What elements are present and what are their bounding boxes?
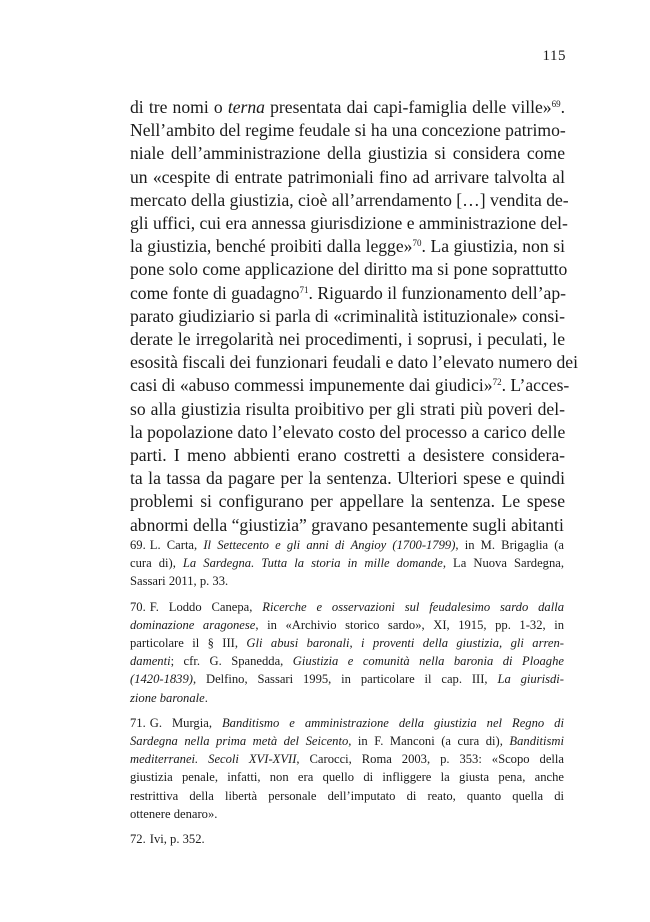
text-line bbox=[130, 444, 565, 467]
footnote-ref: 71 bbox=[299, 284, 309, 295]
text-line bbox=[130, 616, 564, 634]
text-run: esosità fiscali dei funzionari feudali e dato l’elevato numero dei bbox=[130, 352, 578, 373]
text-line bbox=[130, 467, 565, 490]
text-line bbox=[130, 652, 564, 670]
text-run: parato giudiziario si parla di «criminalità istituzionale» consi- bbox=[130, 305, 565, 326]
text-run: di tre nomi o bbox=[130, 97, 228, 117]
italic-text: Il Settecento e gli anni di Angioy (1700-1799) bbox=[203, 538, 456, 552]
text-run: . Riguardo il funzionamento dell’ap- bbox=[308, 282, 567, 303]
text-line bbox=[130, 189, 569, 212]
text-line bbox=[130, 374, 570, 397]
text-run: , Delfino, Sassari 1995, in particolare il cap. III, bbox=[192, 672, 498, 687]
text-run: , La Nuova Sardegna, bbox=[442, 556, 564, 571]
text-run: restrittiva della libertà personale dell’imputato di reato, quanto quella di bbox=[130, 788, 564, 803]
text-run: abnormi della “giustizia” gravano pesantemente sugli abitanti bbox=[130, 514, 564, 535]
italic-text: Ricerche e osservazioni sul feudalesimo sardo dalla bbox=[262, 599, 564, 614]
text-run: mercato della giustizia, cioè all’arrendamento […] vendita de- bbox=[130, 189, 569, 210]
text-run: Nell’ambito del regime feudale si ha una concezione patrimo- bbox=[130, 120, 566, 141]
text-line bbox=[130, 305, 565, 328]
footnote-71 bbox=[130, 714, 564, 823]
italic-text: Giustizia e comunità nella baronia di Ploaghe bbox=[292, 654, 564, 669]
text-run: , in «Archivio storico sardo», XI, 1915, pp. 1-32, in bbox=[255, 617, 565, 632]
text-run: F. Loddo Canepa, bbox=[149, 599, 263, 614]
italic-text: La Sardegna. Tutta la storia in mille domande bbox=[182, 556, 443, 571]
text-run: parti. I meno abbienti erano costretti a desistere considera- bbox=[130, 445, 565, 466]
italic-text: La giurisdi- bbox=[497, 672, 564, 687]
text-run: problemi si configurano per appellare la sentenza. Le spese bbox=[130, 491, 565, 512]
footnotes bbox=[130, 536, 564, 855]
text-run: . La giustizia, non si bbox=[421, 236, 565, 257]
text-run: so alla giustizia risulta proibitivo per gli strati più poveri del- bbox=[130, 398, 565, 419]
text-line bbox=[130, 536, 564, 554]
text-line bbox=[130, 598, 564, 616]
text-run: L. Carta, bbox=[149, 538, 204, 552]
footnote-ref: 69 bbox=[551, 99, 561, 109]
text-run: . L’acces- bbox=[501, 375, 570, 396]
text-run: ottenere denaro». bbox=[130, 806, 218, 821]
italic-text: Gli abusi baronali, i proventi della giustizia, gli arren- bbox=[246, 636, 564, 651]
text-run: giustizia penale, infatti, non era quello di infliggere la giusta pena, anche bbox=[130, 770, 564, 785]
text-line bbox=[130, 96, 565, 119]
text-run: come fonte di guadagno bbox=[130, 282, 300, 303]
text-line bbox=[130, 554, 564, 572]
text-run: . bbox=[560, 97, 565, 117]
text-run: , in M. Brigaglia (a bbox=[455, 538, 564, 552]
text-line bbox=[130, 768, 564, 786]
text-run: G. Murgia, bbox=[149, 715, 222, 730]
text-run: un «cespite di entrate patrimoniali fino ad arrivare talvolta al bbox=[130, 166, 565, 187]
text-run: ; cfr. G. Spanedda, bbox=[170, 654, 293, 669]
footnote-69 bbox=[130, 536, 564, 591]
text-line bbox=[130, 830, 564, 848]
text-line bbox=[130, 398, 565, 421]
text-run: ta la tassa da pagare per la sentenza. Ulteriori spese e quindi bbox=[130, 468, 565, 489]
footnote-number: 71. bbox=[130, 715, 146, 730]
italic-text: Banditismo e amministrazione della giustizia nel Regno di bbox=[221, 715, 564, 730]
italic-text: terna bbox=[227, 97, 265, 117]
text-run: . bbox=[204, 690, 208, 705]
footnote-ref: 72 bbox=[492, 377, 502, 388]
text-run: la giustizia, benché proibiti dalla legge» bbox=[130, 236, 413, 257]
text-run: , Carocci, Roma 2003, p. 353: «Scopo della bbox=[296, 752, 564, 767]
italic-text: zione baronale bbox=[130, 690, 205, 705]
text-run: derate le irregolarità nei procedimenti, i soprusi, i peculati, le bbox=[130, 329, 565, 350]
text-line bbox=[130, 714, 564, 732]
text-line bbox=[130, 750, 564, 768]
text-line bbox=[130, 572, 564, 590]
text-run: niale dell’amministrazione della giustizia si considera come bbox=[130, 143, 565, 164]
text-line bbox=[130, 142, 565, 165]
text-run: presentata dai capi-famiglia delle ville» bbox=[264, 97, 552, 117]
text-line bbox=[130, 490, 565, 513]
text-line bbox=[130, 282, 565, 305]
text-line bbox=[130, 119, 565, 142]
footnote-number: 72. bbox=[130, 832, 146, 847]
text-line bbox=[130, 328, 565, 351]
text-line bbox=[130, 258, 568, 281]
text-line bbox=[130, 235, 565, 258]
footnote-72 bbox=[130, 830, 564, 848]
text-line bbox=[130, 351, 578, 374]
text-run: in F. Manconi (a cura di), bbox=[351, 734, 510, 749]
text-line bbox=[130, 421, 565, 444]
italic-text: mediterranei. Secoli XVI-XVII bbox=[130, 752, 297, 767]
text-run: casi di «abuso commessi impunemente dai giudici» bbox=[130, 375, 493, 396]
footnote-number: 69. bbox=[130, 538, 146, 552]
text-line bbox=[130, 787, 564, 805]
text-line bbox=[130, 805, 564, 823]
text-run: la popolazione dato l’elevato costo del processo a carico delle bbox=[130, 421, 566, 442]
italic-text: Banditismi bbox=[509, 734, 564, 749]
text-line bbox=[130, 212, 568, 235]
text-line bbox=[130, 670, 564, 688]
text-line bbox=[130, 166, 565, 189]
text-line bbox=[130, 689, 564, 707]
text-line bbox=[130, 634, 564, 652]
text-run: pone solo come applicazione del diritto ma si pone soprattutto bbox=[130, 259, 568, 280]
page-number: 115 bbox=[542, 48, 566, 64]
italic-text: dominazione aragonese bbox=[130, 617, 256, 632]
main-text bbox=[130, 96, 578, 537]
text-line bbox=[130, 514, 565, 537]
text-line bbox=[130, 732, 564, 750]
text-run: Sassari 2011, p. 33. bbox=[130, 574, 229, 589]
footnote-70 bbox=[130, 598, 564, 707]
text-run: cura di), bbox=[130, 556, 183, 571]
text-run: particolare il § III, bbox=[130, 636, 247, 651]
text-run: gli uffici, cui era annessa giurisdizione e amministrazione del- bbox=[130, 213, 568, 234]
footnote-number: 70. bbox=[130, 599, 146, 614]
italic-text: Sardegna nella prima metà del Seicento, bbox=[130, 734, 352, 749]
italic-text: damenti bbox=[130, 654, 171, 669]
italic-text: (1420-1839) bbox=[130, 672, 193, 687]
text-run: Ivi, p. 352. bbox=[149, 832, 205, 847]
footnote-ref: 70 bbox=[412, 238, 422, 249]
